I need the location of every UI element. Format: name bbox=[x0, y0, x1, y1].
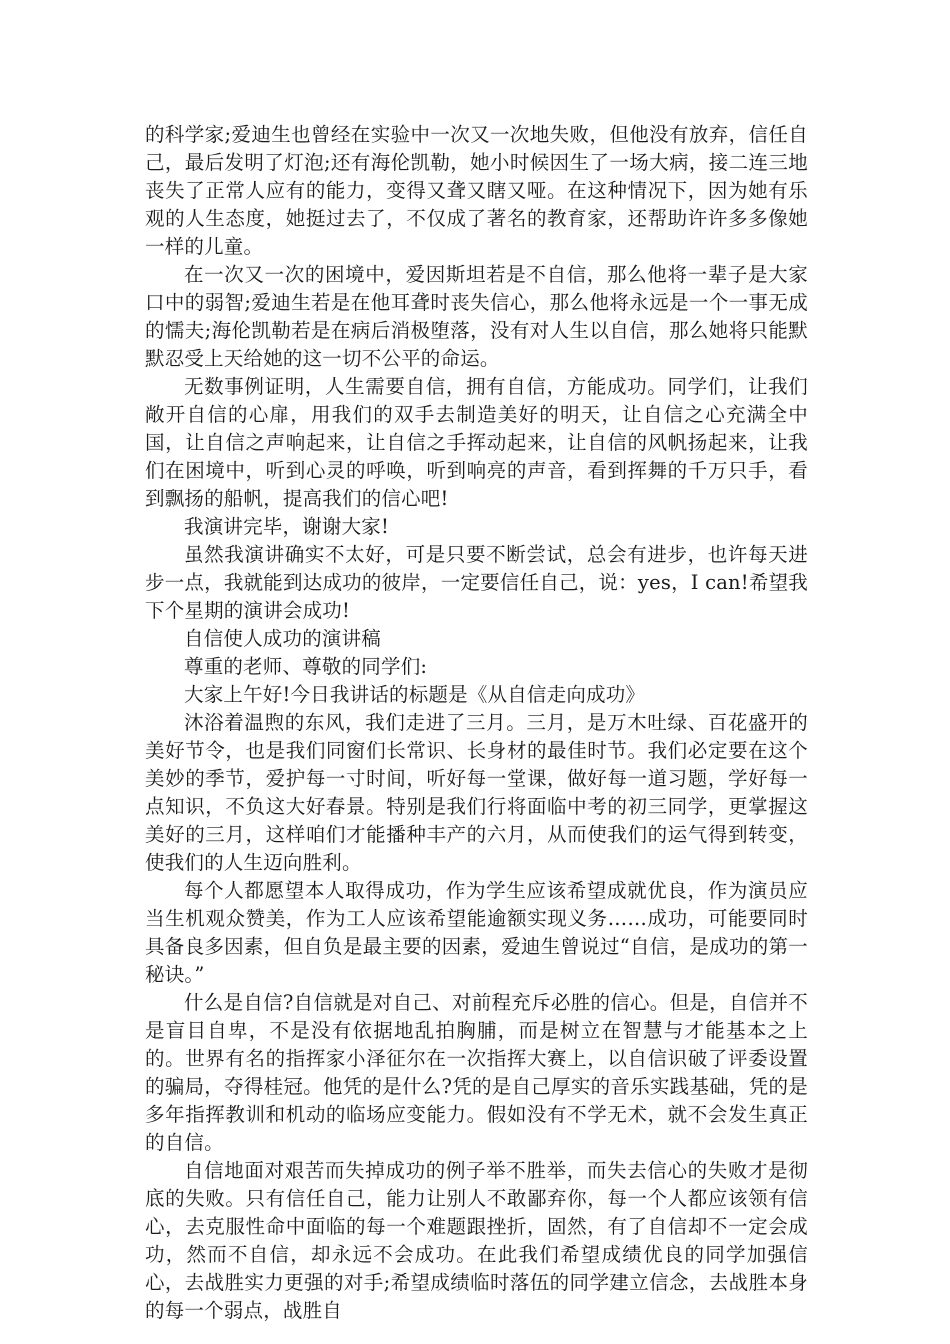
paragraph-6: 每个人都愿望本人取得成功，作为学生应该希望成就优良，作为演员应当生机观众赞美，作为工人应该希望能逾额实现义务……成功，可能要同时具备良多因素，但自负是最主要的因素，爱迪生曾说过“自信，是成功的第一秘诀。” bbox=[145, 879, 808, 986]
paragraph-5: 沐浴着温煦的东风，我们走进了三月。三月，是万木吐绿、百花盛开的美好节令，也是我们同窗们长常识、长身材的最佳时节。我们必定要在这个美妙的季节，爱护每一寸时间，听好每一堂课，做好每一道习题，学好每一点知识，不负这大好春景。特别是我们行将面临中考的初三同学，更掌握这美好的三月，这样咱们才能播种丰产的六月，从而使我们的运气得到转变，使我们的人生迈向胜利。 bbox=[145, 711, 808, 874]
paragraph-2: 在一次又一次的困境中，爱因斯坦若是不自信，那么他将一辈子是大家口中的弱智;爱迪生若是在他耳聋时丧失信心，那么他将永远是一个一事无成的懦夫;海伦凯勒若是在病后消极堕落，没有对人生以自信，那么她将只能默默忍受上天给她的这一切不公平的命运。 bbox=[145, 263, 808, 370]
paragraph-4: 虽然我演讲确实不太好，可是只要不断尝试，总会有进步，也许每天进步一点，我就能到达成功的彼岸，一定要信任自己，说：yes，I can!希望我下个星期的演讲会成功! bbox=[145, 543, 808, 622]
paragraph-8: 自信地面对艰苦而失掉成功的例子举不胜举，而失去信心的失败才是彻底的失败。只有信任自己，能力让别人不敢鄙弃你，每一个人都应该领有信心，去克服性命中面临的每一个难题跟挫折，固然，有了自信却不一定会成功，然而不自信，却永远不会成功。在此我们希望成绩优良的同学加强信心，去战胜实力更强的对手;希望成绩临时落伍的同学建立信念，去战胜本身的每一个弱点，战胜自 bbox=[145, 1159, 808, 1322]
speech-title: 自信使人成功的演讲稿 bbox=[184, 627, 382, 650]
greeting-line: 大家上午好!今日我讲话的标题是《从自信走向成功》 bbox=[184, 683, 646, 706]
paragraph-7: 什么是自信?自信就是对自己、对前程充斥必胜的信心。但是，自信并不是盲目自卑，不是没有依据地乱拍胸脯，而是树立在智慧与才能基本之上的。世界有名的指挥家小泽征尔在一次指挥大赛上，以自信识破了评委设置的骗局，夺得桂冠。他凭的是什么?凭的是自己厚实的音乐实践基础，凭的是多年指挥教训和机动的临场应变能力。假如没有不学无术，就不会发生真正的自信。 bbox=[145, 991, 808, 1154]
closing-line: 我演讲完毕，谢谢大家! bbox=[184, 515, 390, 538]
document-page bbox=[145, 121, 808, 1325]
paragraph-3: 无数事例证明，人生需要自信，拥有自信，方能成功。同学们，让我们敞开自信的心扉，用我们的双手去制造美好的明天，让自信之心充满全中国，让自信之声响起来，让自信之手挥动起来，让自信的风帆扬起来，让我们在困境中，听到心灵的呼唤，听到响亮的声音，看到挥舞的千万只手，看到飘扬的船帆，提高我们的信心吧! bbox=[145, 375, 808, 510]
salutation: 尊重的老师、尊敬的同学们: bbox=[184, 655, 428, 678]
paragraph-1: 的科学家;爱迪生也曾经在实验中一次又一次地失败，但他没有放弃，信任自己，最后发明了灯泡;还有海伦凯勒，她小时候因生了一场大病，接二连三地丧失了正常人应有的能力，变得又聋又瞎又哑。在这种情况下，因为她有乐观的人生态度，她挺过去了，不仅成了著名的教育家，还帮助许许多多像她一样的儿童。 bbox=[145, 123, 808, 258]
